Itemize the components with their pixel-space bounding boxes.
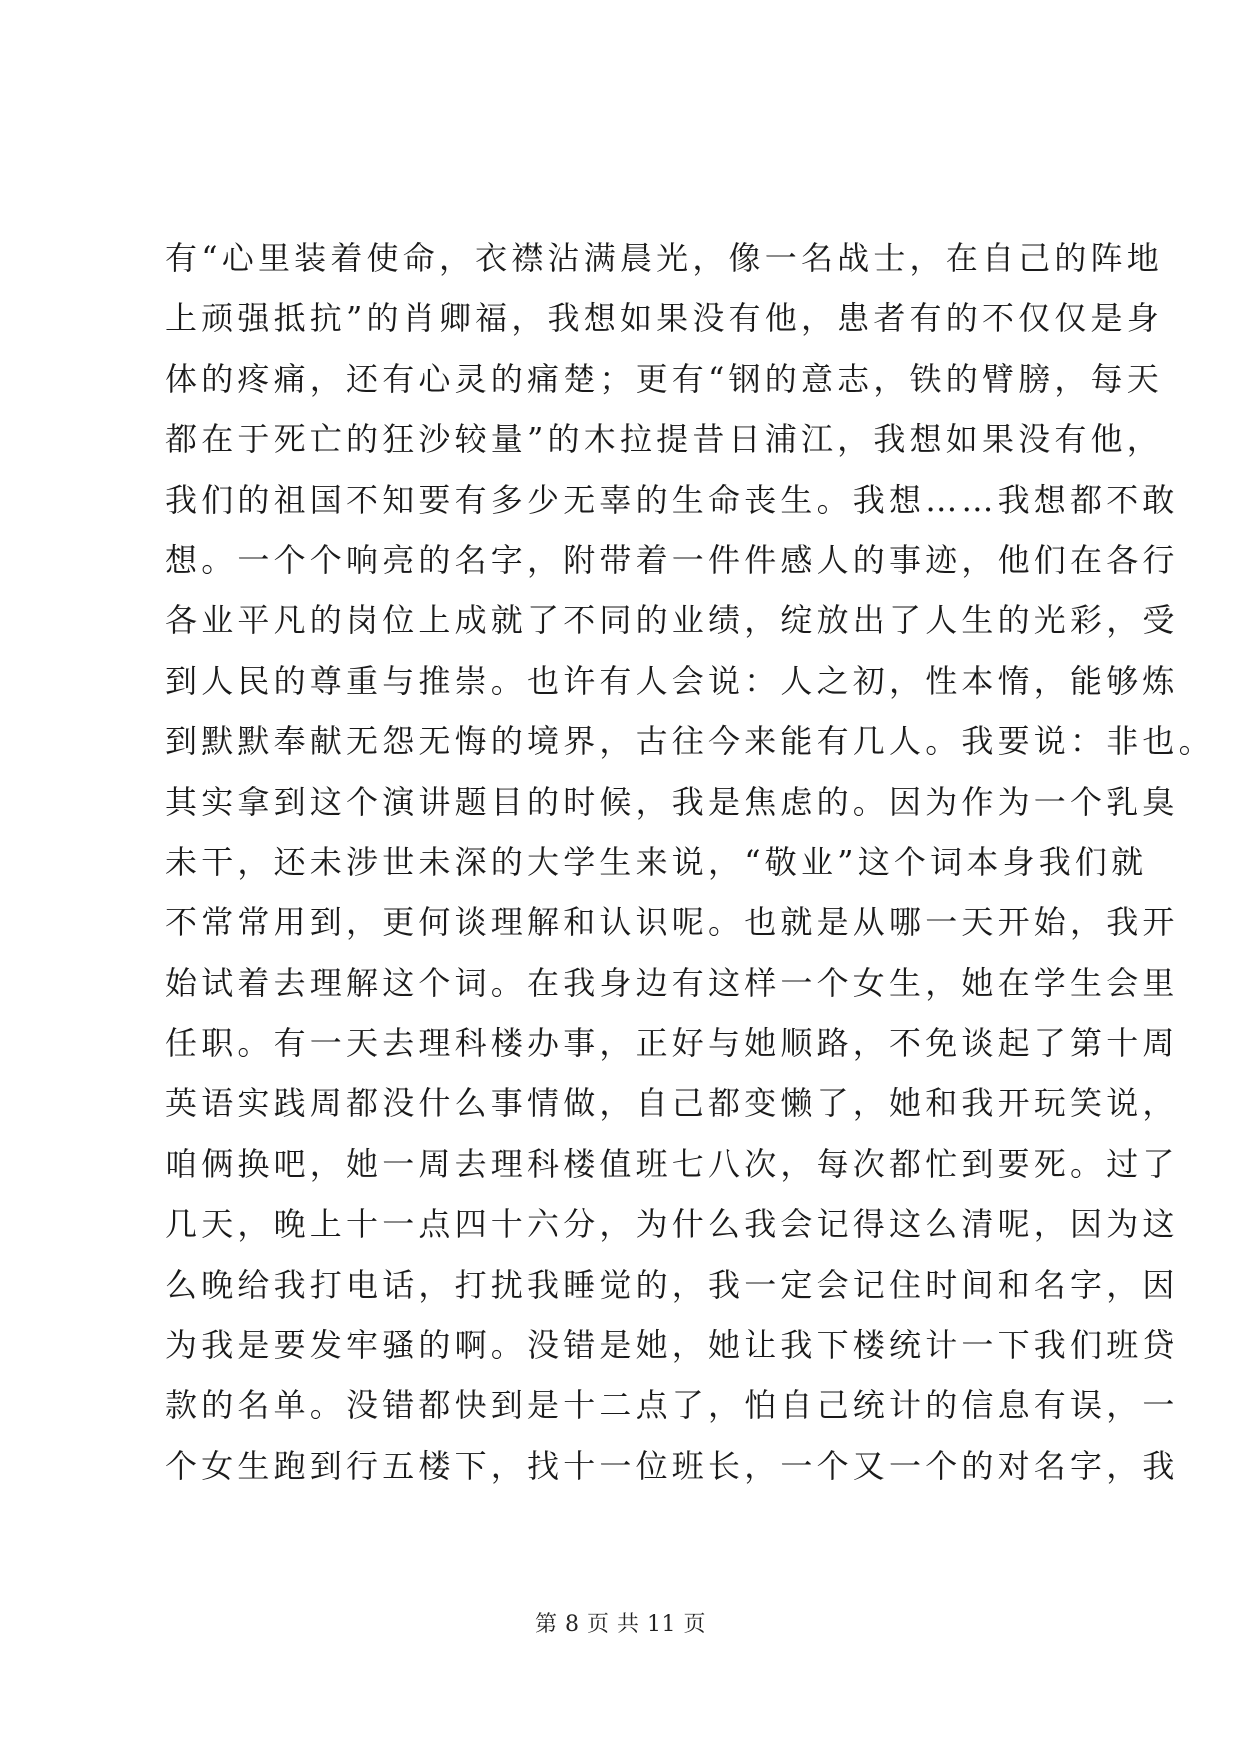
text-line: 有“心里装着使命，衣襟沾满晨光，像一名战士，在自己的阵地 [165, 239, 1163, 277]
text-line: 始试着去理解这个词。在我身边有这样一个女生，她在学生会里 [165, 963, 1179, 1002]
text-line: 体的疼痛，还有心灵的痛楚；更有“钢的意志，铁的臂膀，每天 [165, 359, 1163, 398]
text-line: 未干，还未涉世未深的大学生来说，“敬业”这个词本身我们就 [165, 842, 1148, 881]
text-line: 个女生跑到行五楼下，找十一位班长，一个又一个的对名字，我 [165, 1446, 1179, 1485]
page-number-label: 第 8 页 共 11 页 [535, 1612, 706, 1637]
text-line: 么晚给我打电话，打扰我睡觉的，我一定会记住时间和名字，因 [165, 1265, 1179, 1304]
text-line: 都在于死亡的狂沙较量”的木拉提昔日浦江，我想如果没有他， [165, 420, 1163, 459]
text-line: 咱俩换吧，她一周去理科楼值班七八次，每次都忙到要死。过了 [165, 1144, 1179, 1183]
text-line: 为我是要发牢骚的啊。没错是她，她让我下楼统计一下我们班贷 [165, 1326, 1179, 1365]
text-line: 英语实践周都没什么事情做，自己都变懒了，她和我开玩笑说， [165, 1084, 1179, 1123]
text-line: 到人民的尊重与推崇。也许有人会说：人之初，性本惰，能够炼 [165, 661, 1179, 700]
text-line: 款的名单。没错都快到是十二点了，怕自己统计的信息有误，一 [165, 1386, 1179, 1425]
text-line: 想。一个个响亮的名字，附带着一件件感人的事迹，他们在各行 [165, 540, 1179, 579]
text-line: 上顽强抵抗”的肖卿福，我想如果没有他，患者有的不仅仅是身 [165, 299, 1163, 338]
body-text [165, 228, 1215, 1496]
text-line: 各业平凡的岗位上成就了不同的业绩，绽放出了人生的光彩，受 [165, 601, 1179, 640]
text-line: 我们的祖国不知要有多少无辜的生命丧生。我想……我想都不敢 [165, 480, 1179, 519]
text-line: 其实拿到这个演讲题目的时候，我是焦虑的。因为作为一个乳臭 [165, 782, 1179, 821]
text-line: 几天，晚上十一点四十六分，为什么我会记得这么清呢，因为这 [165, 1205, 1179, 1244]
text-line: 任职。有一天去理科楼办事，正好与她顺路，不免谈起了第十周 [165, 1024, 1179, 1063]
text-line: 到默默奉献无怨无悔的境界，古往今来能有几人。我要说：非也。 [165, 722, 1215, 761]
text-line: 不常常用到，更何谈理解和认识呢。也就是从哪一天开始，我开 [165, 903, 1179, 942]
page-footer [0, 1610, 1241, 1640]
